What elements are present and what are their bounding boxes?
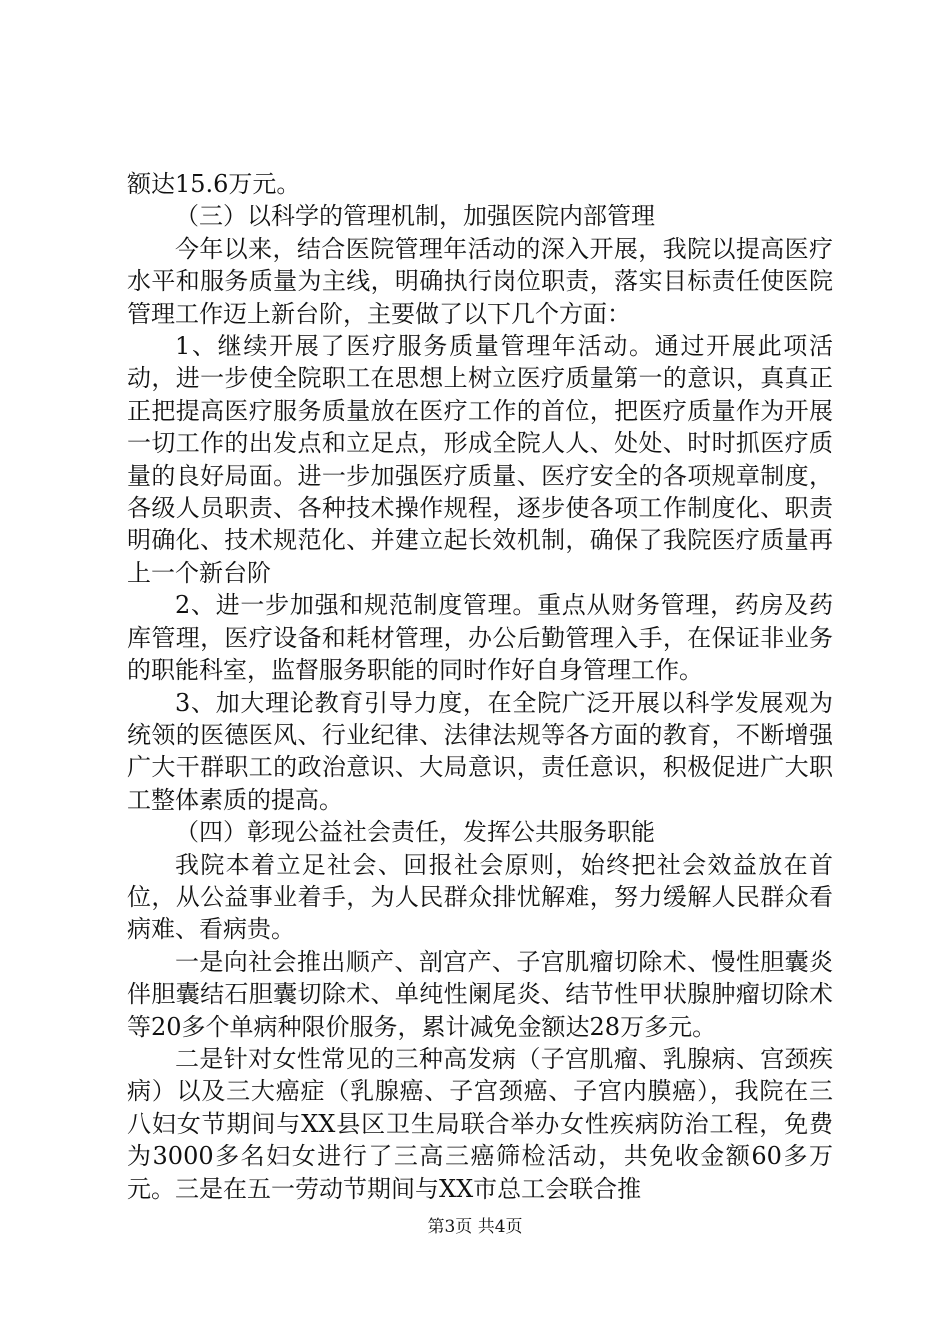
page-number-footer: 第3页 共4页 <box>427 1217 523 1237</box>
paragraph-point-2: 二是针对女性常见的三种高发病（子宫肌瘤、乳腺病、宫颈疾病）以及三大癌症（乳腺癌、子宫颈癌、子宫内膜癌），我院在三八妇女节期间与XX县区卫生局联合举办女性疾病防治工程，免费为3000多名妇女进行了三高三癌筛检活动，共免收金额60多万元。三是在五一劳动节期间与XX市总工会联合推 <box>127 1044 833 1203</box>
document-body <box>127 168 833 1205</box>
paragraph-item-3: 3、加大理论教育引导力度，在全院广泛开展以科学发展观为统领的医德医风、行业纪律、法律法规等各方面的教育，不断增强广大干群职工的政治意识、大局意识，责任意识，积极促进广大职工整体素质的提高。 <box>127 688 833 814</box>
paragraph-continuation: 额达15.6万元。 <box>127 170 301 198</box>
paragraph-intro: 今年以来，结合医院管理年活动的深入开展，我院以提高医疗水平和服务质量为主线，明确执行岗位职责，落实目标责任使医院管理工作迈上新台阶，主要做了以下几个方面： <box>127 234 833 328</box>
section-heading-4: （四）彰现公益社会责任，发挥公共服务职能 <box>175 818 655 847</box>
paragraph-item-2: 2、进一步加强和规范制度管理。重点从财务管理，药房及药库管理，医疗设备和耗材管理，办公后勤管理入手，在保证非业务的职能科室，监督服务职能的同时作好自身管理工作。 <box>127 591 833 685</box>
paragraph-public-service: 我院本着立足社会、回报社会原则，始终把社会效益放在首位，从公益事业着手，为人民群众排忧解难，努力缓解人民群众看病难、看病贵。 <box>127 850 833 944</box>
paragraph-point-1: 一是向社会推出顺产、剖宫产、子宫肌瘤切除术、慢性胆囊炎伴胆囊结石胆囊切除术、单纯性阑尾炎、结节性甲状腺肿瘤切除术等20多个单病种限价服务，累计减免金额达28万多元。 <box>127 947 833 1041</box>
paragraph-item-1: 1、继续开展了医疗服务质量管理年活动。通过开展此项活动，进一步使全院职工在思想上树立医疗质量第一的意识，真真正正把提高医疗服务质量放在医疗工作的首位，把医疗质量作为开展一切工作的出发点和立足点，形成全院人人、处处、时时抓医疗质量的良好局面。进一步加强医疗质量、医疗安全的各项规章制度，各级人员职责、各种技术操作规程，逐步使各项工作制度化、职责明确化、技术规范化、并建立起长效机制，确保了我院医疗质量再上一个新台阶 <box>127 332 833 587</box>
section-heading-3: （三）以科学的管理机制，加强医院内部管理 <box>175 202 655 231</box>
